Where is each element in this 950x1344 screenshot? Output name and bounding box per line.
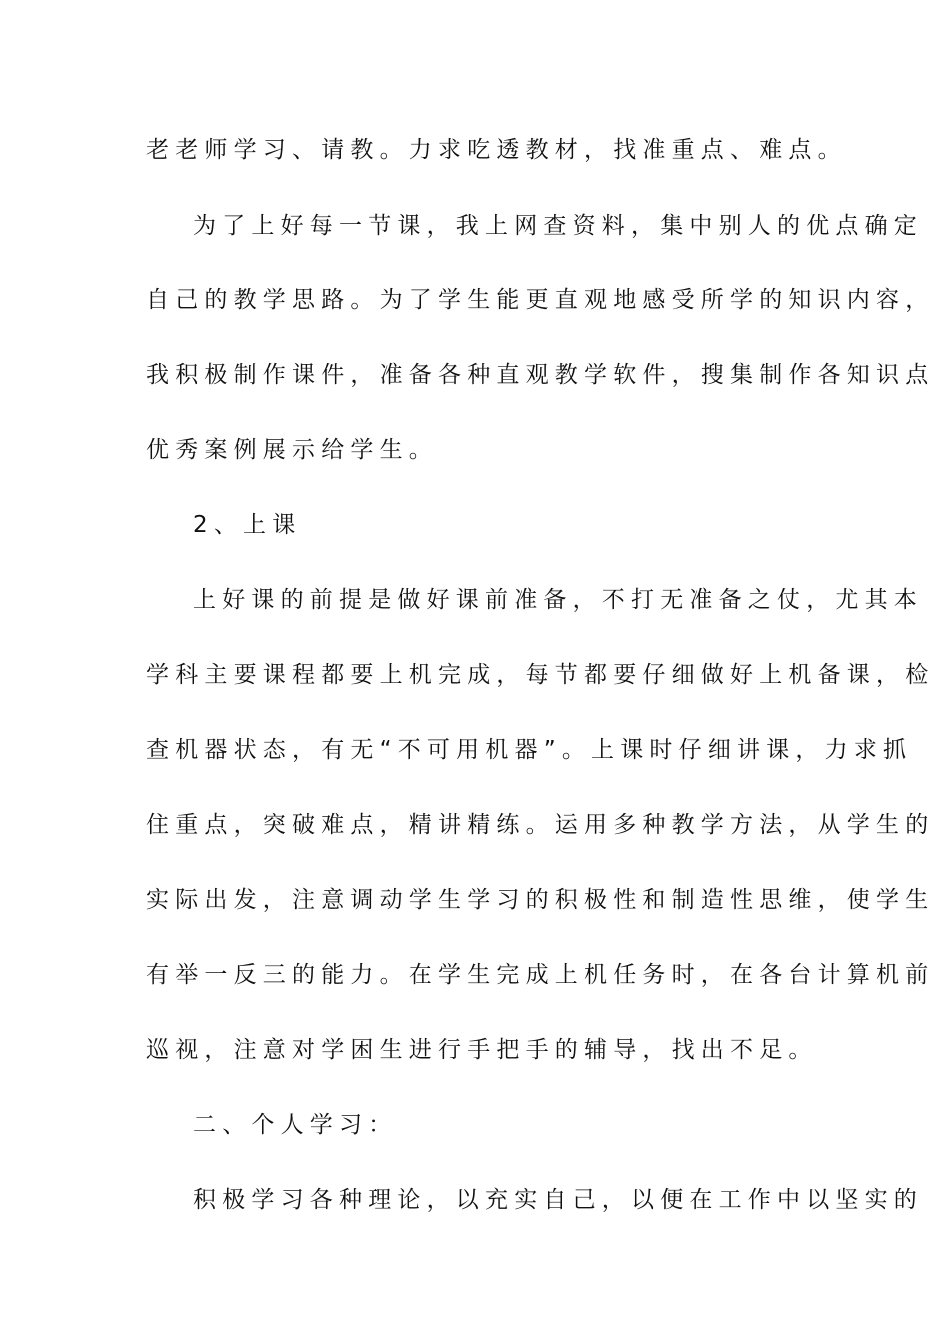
paragraph-line-10: 住重点，突破难点，精讲精练。运用多种教学方法，从学生的 bbox=[146, 812, 935, 838]
paragraph-line-4: 我积极制作课件，准备各种直观教学软件，搜集制作各知识点 bbox=[146, 362, 935, 388]
paragraph-line-11: 实际出发，注意调动学生学习的积极性和制造性思维，使学生 bbox=[146, 887, 935, 913]
paragraph-line-7: 上好课的前提是做好课前准备，不打无准备之仗，尤其本 bbox=[193, 587, 923, 613]
paragraph-line-12: 有举一反三的能力。在学生完成上机任务时，在各台计算机前 bbox=[146, 962, 935, 988]
paragraph-line-9: 查机器状态，有无“不可用机器”。上课时仔细讲课，力求抓 bbox=[146, 737, 913, 763]
section-heading-personal-study: 二、个人学习： bbox=[193, 1112, 398, 1138]
paragraph-line-2: 为了上好每一节课，我上网查资料，集中别人的优点确定 bbox=[193, 213, 923, 239]
paragraph-line-1: 老老师学习、请教。力求吃透教材，找准重点、难点。 bbox=[146, 137, 847, 163]
section-heading-class: 2、上课 bbox=[193, 512, 302, 538]
paragraph-line-8: 学科主要课程都要上机完成，每节都要仔细做好上机备课，检 bbox=[146, 662, 935, 688]
paragraph-line-15: 积极学习各种理论，以充实自己，以便在工作中以坚实的 bbox=[193, 1187, 923, 1213]
paragraph-line-3: 自己的教学思路。为了学生能更直观地感受所学的知识内容， bbox=[146, 287, 935, 313]
paragraph-line-13: 巡视，注意对学困生进行手把手的辅导，找出不足。 bbox=[146, 1037, 818, 1063]
paragraph-line-5: 优秀案例展示给学生。 bbox=[146, 437, 438, 463]
